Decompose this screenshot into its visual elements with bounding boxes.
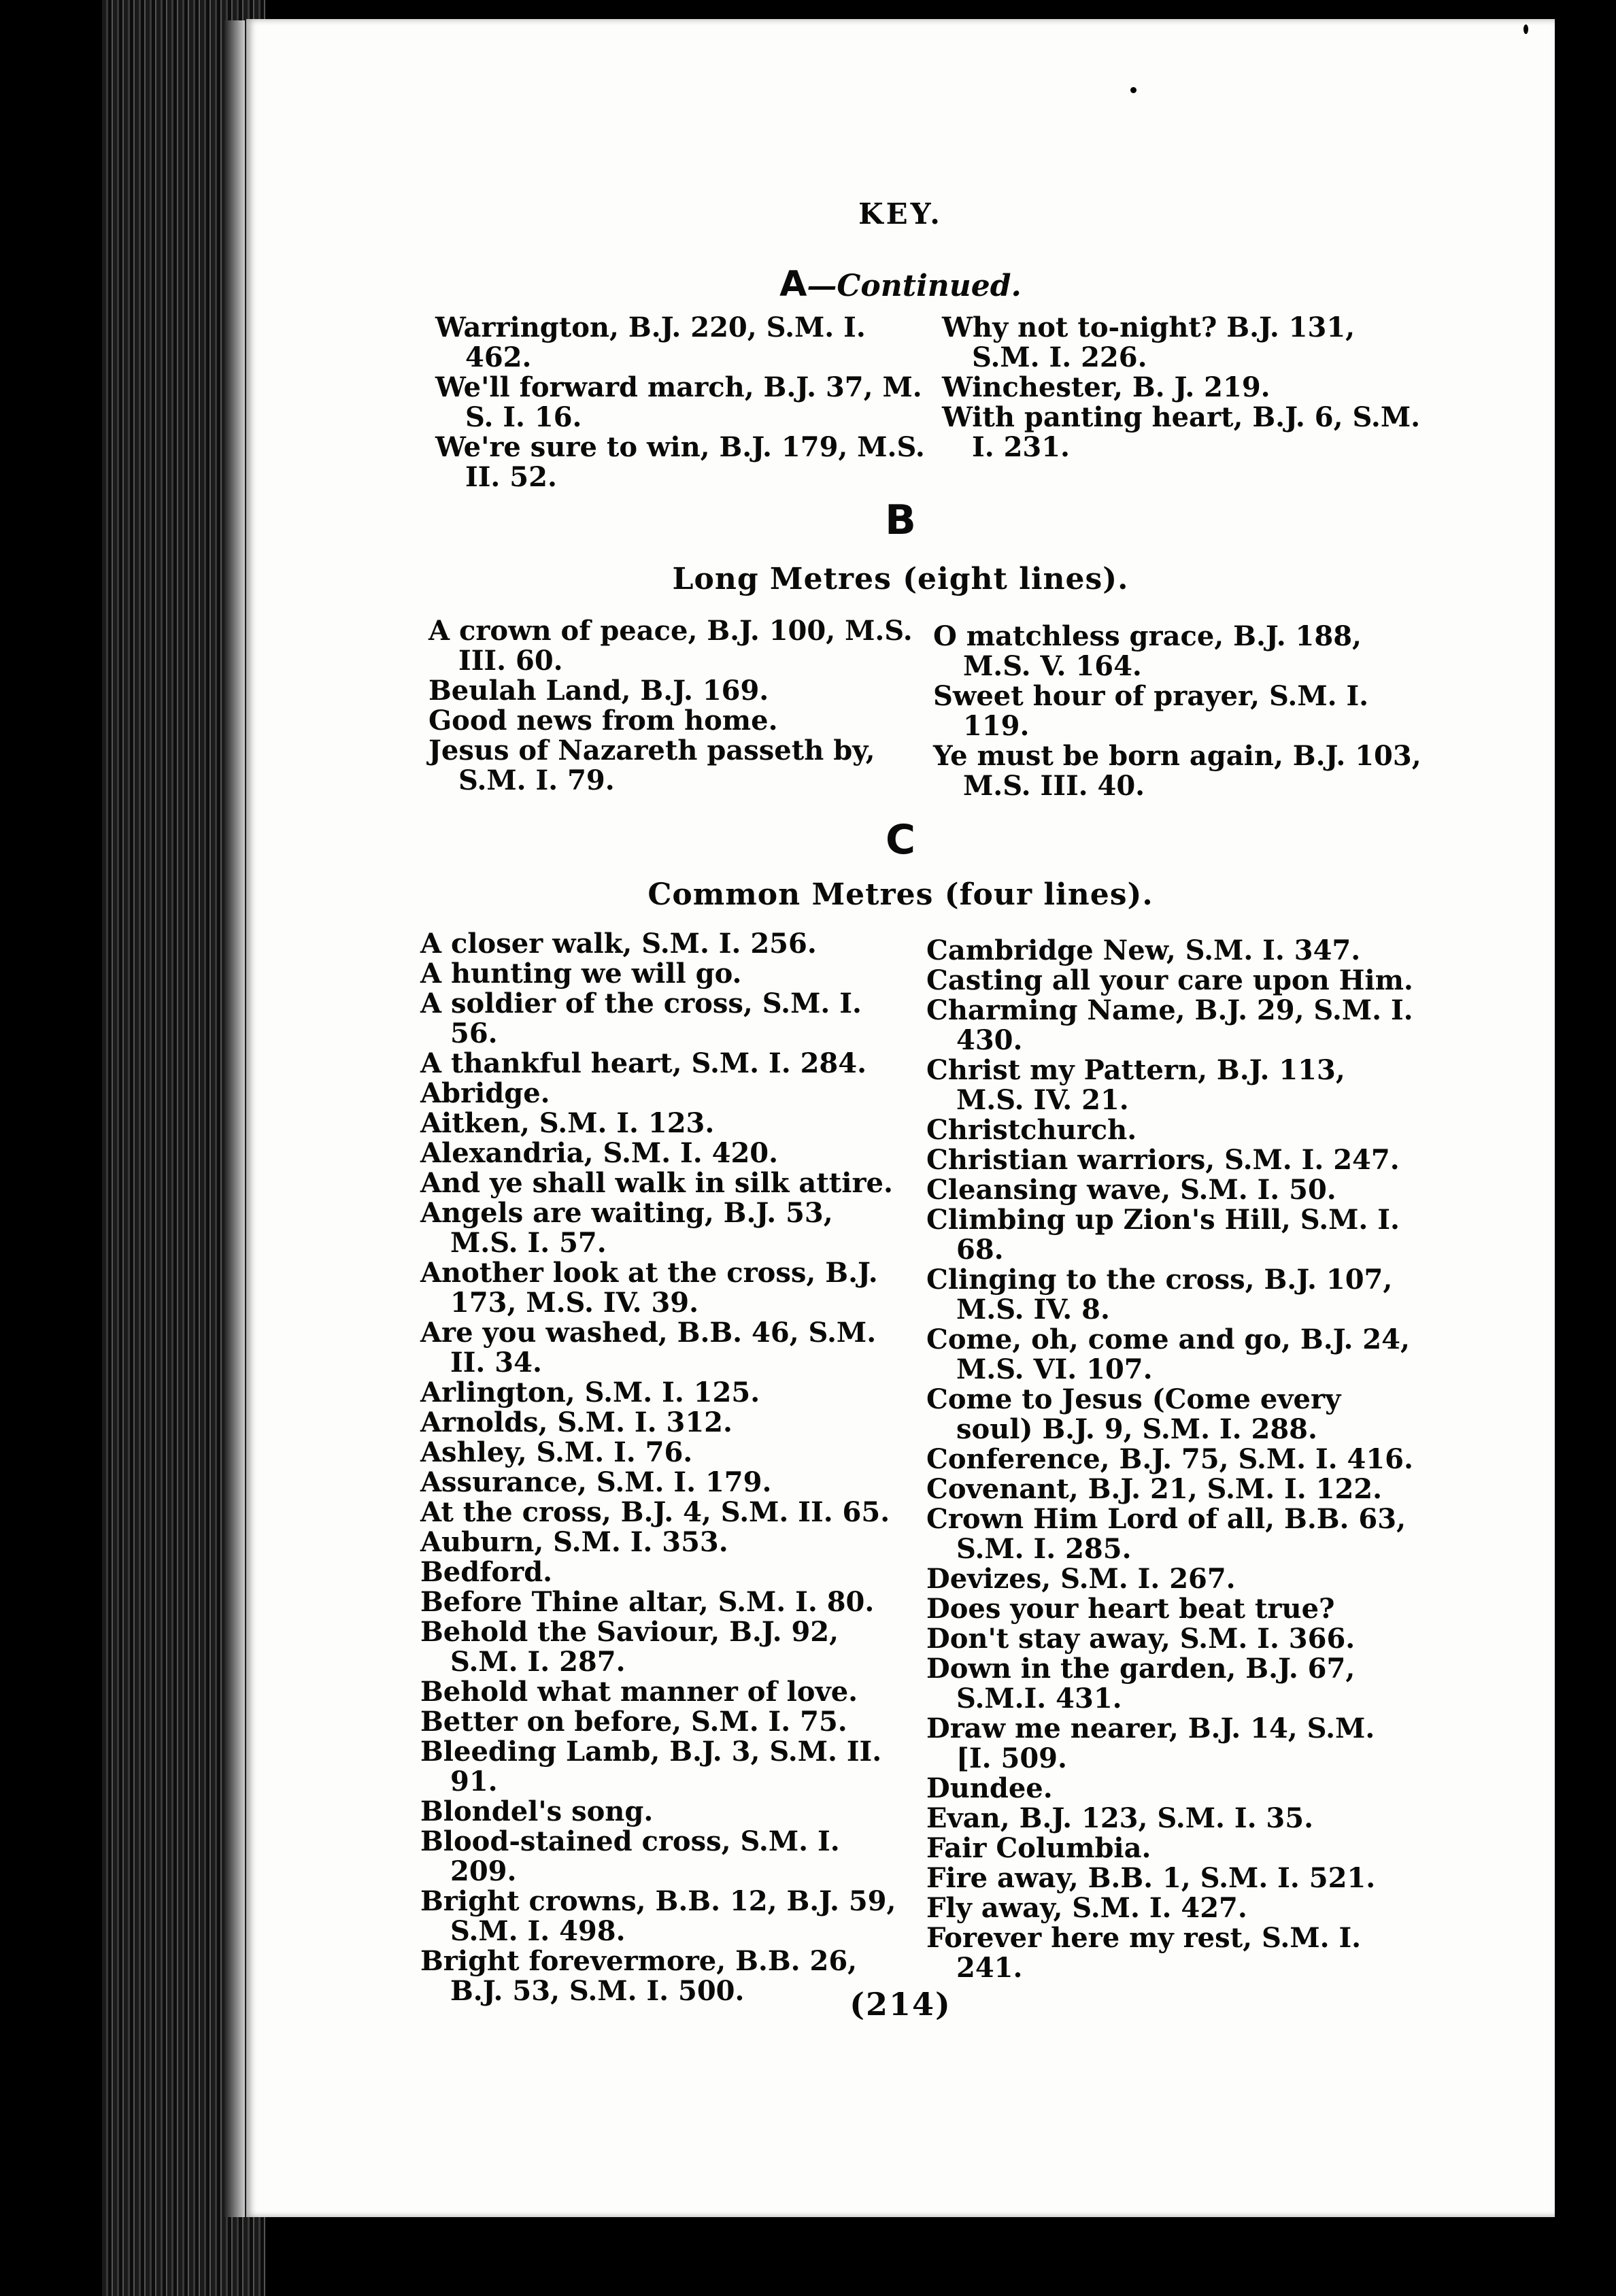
index-entry: Devizes, S.M. I. 267. (926, 1563, 1236, 1595)
index-entry: Come, oh, come and go, B.J. 24, M.S. VI. 107. (926, 1323, 1410, 1385)
page-number: (214) (849, 1986, 952, 2023)
section-letter-c: C (885, 816, 916, 864)
index-entry: Climbing up Zion's Hill, S.M. I. 68. (926, 1204, 1400, 1266)
index-entry: Evan, B.J. 123, S.M. I. 35. (926, 1802, 1314, 1834)
book-gutter (224, 20, 245, 2217)
index-entry: Clinging to the cross, B.J. 107, M.S. IV. 8. (926, 1264, 1393, 1326)
section-heading-a (246, 264, 1555, 305)
index-entry: Abridge. (420, 1077, 550, 1109)
index-entry: A closer walk, S.M. I. 256. (420, 928, 817, 960)
index-entry: At the cross, B.J. 4, S.M. II. 65. (420, 1496, 890, 1528)
index-entry: Casting all your care upon Him. (926, 964, 1413, 996)
index-entry: Winchester, B. J. 219. (942, 371, 1270, 403)
index-entry: Beulah Land, B.J. 169. (428, 675, 769, 707)
section-c-left-column (420, 929, 910, 2006)
index-entry: Arlington, S.M. I. 125. (420, 1377, 760, 1408)
section-b-right-column (933, 622, 1423, 801)
index-entry: Crown Him Lord of all, B.B. 63, S.M. I. 285. (926, 1503, 1406, 1565)
index-entry: Are you washed, B.B. 46, S.M. II. 34. (420, 1317, 877, 1379)
index-entry: Blood-stained cross, S.M. I. 209. (420, 1825, 840, 1887)
index-entry: Angels are waiting, B.J. 53, M.S. I. 57. (420, 1197, 833, 1259)
index-entry: Ye must be born again, B.J. 103, M.S. III. 40. (933, 740, 1421, 802)
index-entry: Bedford. (420, 1556, 553, 1588)
index-entry: We're sure to win, B.J. 179, M.S. II. 52. (435, 431, 925, 493)
section-c-subtitle: Common Metres (four lines). (647, 877, 1154, 912)
index-entry: Fire away, B.B. 1, S.M. I. 521. (926, 1862, 1376, 1894)
index-entry: Sweet hour of prayer, S.M. I. 119. (933, 680, 1369, 742)
index-entry: Christ my Pattern, B.J. 113, M.S. IV. 21. (926, 1054, 1345, 1116)
index-entry: Bright crowns, B.B. 12, B.J. 59, S.M. I. 498. (420, 1885, 896, 1947)
index-entry: O matchless grace, B.J. 188, M.S. V. 164. (933, 620, 1362, 682)
index-entry: Ashley, S.M. I. 76. (420, 1436, 693, 1468)
index-entry: Blondel's song. (420, 1795, 654, 1827)
index-entry: Bleeding Lamb, B.J. 3, S.M. II. 91. (420, 1736, 882, 1797)
section-b-left-column (428, 616, 918, 796)
section-letter-a: A (779, 264, 807, 305)
index-entry: Fair Columbia. (926, 1832, 1151, 1864)
section-a-right-column (942, 313, 1432, 462)
section-b-subtitle: Long Metres (eight lines). (672, 562, 1129, 596)
scan-border (1555, 0, 1616, 2296)
index-entry: Before Thine altar, S.M. I. 80. (420, 1586, 875, 1618)
index-entry: Christian warriors, S.M. I. 247. (926, 1144, 1400, 1176)
index-entry: Aitken, S.M. I. 123. (420, 1107, 715, 1139)
index-entry: Covenant, B.J. 21, S.M. I. 122. (926, 1473, 1383, 1505)
index-entry: Another look at the cross, B.J. 173, M.S. IV. 39. (420, 1257, 878, 1319)
index-entry: Better on before, S.M. I. 75. (420, 1706, 847, 1738)
index-entry: Don't stay away, S.M. I. 366. (926, 1623, 1356, 1655)
index-entry: Bright forevermore, B.B. 26, B.J. 53, S.M. I. 500. (420, 1945, 858, 2007)
index-entry: Forever here my rest, S.M. I. 241. (926, 1922, 1362, 1984)
index-entry: Fly away, S.M. I. 427. (926, 1892, 1247, 1924)
running-head: KEY. (858, 197, 943, 231)
index-entry: Come to Jesus (Come every soul) B.J. 9, S.M. I. 288. (926, 1383, 1341, 1445)
index-entry: Why not to-night? B.J. 131, S.M. I. 226. (942, 311, 1356, 373)
section-a-left-column (435, 313, 925, 492)
index-entry: Behold what manner of love. (420, 1676, 858, 1708)
index-entry: With panting heart, B.J. 6, S.M. I. 231. (942, 401, 1421, 463)
section-c-right-column (926, 936, 1416, 1983)
index-entry: Cleansing wave, S.M. I. 50. (926, 1174, 1336, 1206)
index-entry: Conference, B.J. 75, S.M. I. 416. (926, 1443, 1413, 1475)
index-entry: And ye shall walk in silk attire. (420, 1167, 893, 1199)
index-entry: A hunting we will go. (420, 958, 742, 990)
continued-label: —Continued. (807, 269, 1022, 303)
index-entry: Behold the Saviour, B.J. 92, S.M. I. 287. (420, 1616, 839, 1678)
index-entry: Charming Name, B.J. 29, S.M. I. 430. (926, 994, 1413, 1056)
index-entry: Warrington, B.J. 220, S.M. I. 462. (435, 311, 866, 373)
index-entry: Arnolds, S.M. I. 312. (420, 1406, 733, 1438)
index-entry: Auburn, S.M. I. 353. (420, 1526, 728, 1558)
index-entry: Christchurch. (926, 1114, 1137, 1146)
index-entry: Assurance, S.M. I. 179. (420, 1466, 772, 1498)
index-entry: Alexandria, S.M. I. 420. (420, 1137, 779, 1169)
index-entry: Draw me nearer, B.J. 14, S.M. [I. 509. (926, 1712, 1375, 1774)
index-entry: A thankful heart, S.M. I. 284. (420, 1047, 866, 1079)
index-entry: Good news from home. (428, 705, 778, 737)
index-entry: We'll forward march, B.J. 37, M. S. I. 16. (435, 371, 922, 433)
index-entry: A crown of peace, B.J. 100, M.S. III. 60. (428, 615, 913, 677)
ink-speck (1130, 87, 1137, 93)
index-entry: Jesus of Nazareth passeth by, S.M. I. 79. (428, 735, 875, 796)
index-entry: Does your heart beat true? (926, 1593, 1335, 1625)
index-entry: A soldier of the cross, S.M. I. 56. (420, 987, 862, 1049)
ink-speck (1524, 24, 1528, 34)
index-entry: Cambridge New, S.M. I. 347. (926, 934, 1361, 966)
index-entry: Down in the garden, B.J. 67, S.M.I. 431. (926, 1653, 1356, 1715)
index-entry: Dundee. (926, 1772, 1053, 1804)
section-letter-b: B (885, 496, 916, 544)
